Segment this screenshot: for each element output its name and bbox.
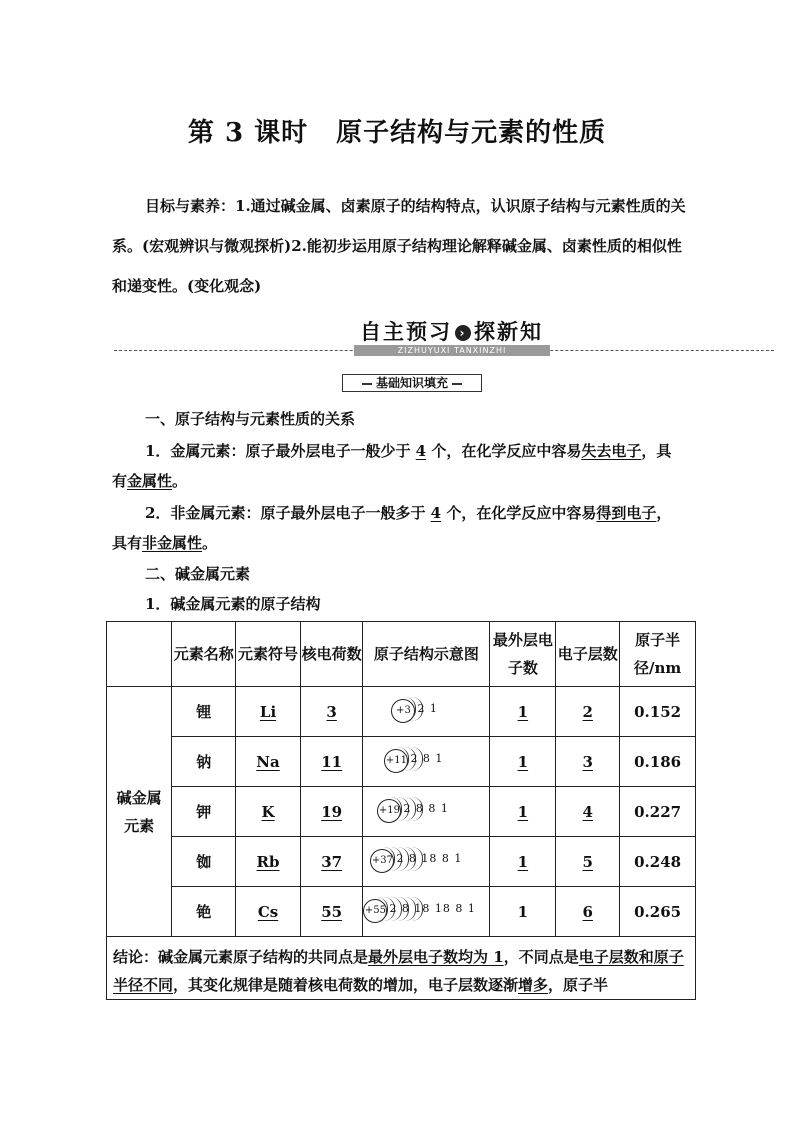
- table-row: [107, 737, 696, 787]
- header-diagram: 原子结构示意图: [363, 622, 490, 687]
- electron-shells: 2 8 18 8 1: [396, 851, 463, 865]
- conclusion-c: ，不同点是: [503, 948, 579, 966]
- item1-blank2: 金属性: [127, 472, 173, 490]
- atom-structure-diagram: [363, 897, 489, 923]
- outer-electrons-text: 1: [517, 852, 529, 871]
- element-name: 铯: [172, 887, 236, 937]
- electron-shells: 2 8 8 1: [403, 801, 449, 815]
- electron-layers: [556, 737, 620, 787]
- item2-end: 。: [202, 534, 218, 552]
- structure-diagram-cell: [363, 687, 490, 737]
- item1-sep: ，具有: [112, 442, 672, 490]
- nucleus: +11: [384, 749, 408, 773]
- atom-structure-diagram: [391, 697, 461, 723]
- title-topic: 原子结构与元素的性质: [336, 118, 607, 148]
- atomic-radius: 0.227: [620, 787, 696, 837]
- atomic-radius: 0.152: [620, 687, 696, 737]
- nucleus: +19: [377, 799, 401, 823]
- electron-layers-text: 2: [582, 702, 593, 721]
- conclusion-e: ，其变化规律是随着核电荷数的增加，电子层数逐渐: [173, 976, 519, 994]
- header-outer: 最外层电子数: [490, 622, 556, 687]
- element-charge-text: 3: [326, 702, 337, 721]
- section1-item2: [112, 498, 686, 558]
- item2-num: 4: [430, 504, 442, 522]
- group-label-cell: [107, 687, 172, 937]
- subsection-label-text: 基础知识填充: [375, 376, 448, 390]
- table-corner-cell: [107, 622, 172, 687]
- section2-heading: [112, 560, 686, 588]
- electron-layers: [556, 687, 620, 737]
- element-charge-text: 37: [321, 852, 343, 871]
- electron-layers-text: 4: [582, 802, 593, 821]
- table-row: [107, 787, 696, 837]
- electron-layers: [556, 787, 620, 837]
- alkali-metal-table: [106, 621, 696, 1000]
- table-row: [107, 887, 696, 937]
- electron-layers: [556, 837, 620, 887]
- electron-shells: 2 8 1: [410, 751, 444, 765]
- outer-electrons-text: 1: [517, 702, 529, 721]
- table-row: [107, 687, 696, 737]
- objectives-text: 目标与素养：1.通过碱金属、卤素原子的结构特点，认识原子结构与元素性质的关系。(宏观辨识与微观探析)2.能初步运用原子结构理论解释碱金属、卤素性质的相似性和递变性。(变化观念): [112, 197, 686, 295]
- table-header-row: [107, 622, 696, 687]
- element-symbol-text: K: [261, 802, 275, 821]
- group-label: 碱金属元素: [116, 788, 162, 835]
- banner-left: 自主预习: [360, 320, 452, 344]
- conclusion-f: 增多: [518, 976, 549, 994]
- section2-sub-text: 1．碱金属元素的原子结构: [145, 595, 321, 613]
- element-name: 铷: [172, 837, 236, 887]
- electron-layers-text: 3: [582, 752, 593, 771]
- section1-item1: [112, 436, 686, 496]
- element-charge: [300, 887, 363, 937]
- table-row: [107, 837, 696, 887]
- electron-shells: 2 1: [417, 701, 438, 715]
- outer-electrons: [490, 887, 556, 937]
- structure-diagram-cell: [363, 887, 490, 937]
- banner-right: 探新知: [474, 320, 543, 344]
- structure-diagram-cell: [363, 837, 490, 887]
- subsection-label: [342, 374, 482, 392]
- header-radius: 原子半径/nm: [620, 622, 696, 687]
- structure-diagram-cell: [363, 737, 490, 787]
- outer-electrons-text: 1: [517, 902, 529, 921]
- element-charge: [300, 837, 363, 887]
- header-name: 元素名称: [172, 622, 236, 687]
- structure-diagram-cell: [363, 787, 490, 837]
- header-charge: 核电荷数: [300, 622, 363, 687]
- atom-structure-diagram: [377, 797, 475, 823]
- header-layers: 电子层数: [556, 622, 620, 687]
- conclusion-d: 电子层数和原子半径不同: [113, 948, 684, 994]
- element-name: 钠: [172, 737, 236, 787]
- title-lesson: 第 3 课时: [187, 118, 309, 148]
- section-banner: [114, 316, 774, 358]
- banner-title: [360, 316, 543, 346]
- section1-heading: [112, 405, 686, 433]
- element-name: 锂: [172, 687, 236, 737]
- nucleus: +37: [370, 849, 394, 873]
- item1-mid: 个，在化学反应中容易: [426, 442, 582, 460]
- page-title: [0, 112, 794, 149]
- electron-layers-text: 5: [582, 852, 593, 871]
- arrow-icon: ›: [455, 325, 471, 341]
- outer-electrons: [490, 787, 556, 837]
- learning-objectives: [112, 186, 686, 306]
- nucleus: +55: [363, 899, 387, 923]
- outer-electrons: [490, 737, 556, 787]
- element-charge: [300, 787, 363, 837]
- item2-blank2: 非金属性: [142, 534, 203, 552]
- item2-prefix: 2．非金属元素：原子最外层电子一般多于: [145, 504, 431, 522]
- element-symbol-text: Rb: [256, 852, 280, 871]
- electron-layers: [556, 887, 620, 937]
- outer-electrons: [490, 837, 556, 887]
- nucleus: +3: [391, 699, 415, 723]
- atom-structure-diagram: [370, 847, 482, 873]
- conclusion-g: ，原子半: [548, 976, 609, 994]
- atomic-radius: 0.248: [620, 837, 696, 887]
- item1-end: 。: [172, 472, 188, 490]
- electron-shells: 2 8 18 18 8 1: [389, 901, 476, 915]
- outer-electrons-text: 1: [517, 752, 529, 771]
- conclusion-b: 最外层电子数均为 1: [368, 948, 504, 966]
- element-name: 钾: [172, 787, 236, 837]
- section2-sub: [112, 590, 686, 618]
- element-symbol: [236, 737, 301, 787]
- item1-blank1: 失去电子: [581, 442, 642, 460]
- element-symbol: [236, 687, 301, 737]
- conclusion-row: [107, 937, 696, 1000]
- element-charge-text: 55: [321, 902, 343, 921]
- section2-heading-text: 二、碱金属元素: [145, 565, 251, 583]
- element-symbol-text: Cs: [257, 902, 279, 921]
- item2-blank1: 得到电子: [596, 504, 657, 522]
- header-symbol: 元素符号: [236, 622, 301, 687]
- atomic-radius: 0.265: [620, 887, 696, 937]
- item1-prefix: 1．金属元素：原子最外层电子一般少于: [145, 442, 416, 460]
- atomic-radius: 0.186: [620, 737, 696, 787]
- item1-num: 4: [415, 442, 427, 460]
- element-symbol: [236, 787, 301, 837]
- element-charge: [300, 687, 363, 737]
- atom-structure-diagram: [384, 747, 468, 773]
- element-charge-text: 19: [321, 802, 343, 821]
- element-charge-text: 11: [321, 752, 343, 771]
- outer-electrons: [490, 687, 556, 737]
- element-symbol: [236, 837, 301, 887]
- conclusion-cell: [107, 937, 696, 1000]
- item2-sep: ，具有: [112, 504, 672, 552]
- outer-electrons-text: 1: [517, 802, 529, 821]
- electron-layers-text: 6: [582, 902, 593, 921]
- item2-mid: 个，在化学反应中容易: [441, 504, 597, 522]
- banner-pinyin: ZIZHUYUXI TANXINZHI: [354, 345, 550, 356]
- conclusion-a: 结论：碱金属元素原子结构的共同点是: [113, 948, 369, 966]
- element-symbol: [236, 887, 301, 937]
- section1-heading-text: 一、原子结构与元素性质的关系: [145, 410, 356, 428]
- element-symbol-text: Na: [256, 752, 280, 771]
- element-charge: [300, 737, 363, 787]
- element-symbol-text: Li: [259, 702, 277, 721]
